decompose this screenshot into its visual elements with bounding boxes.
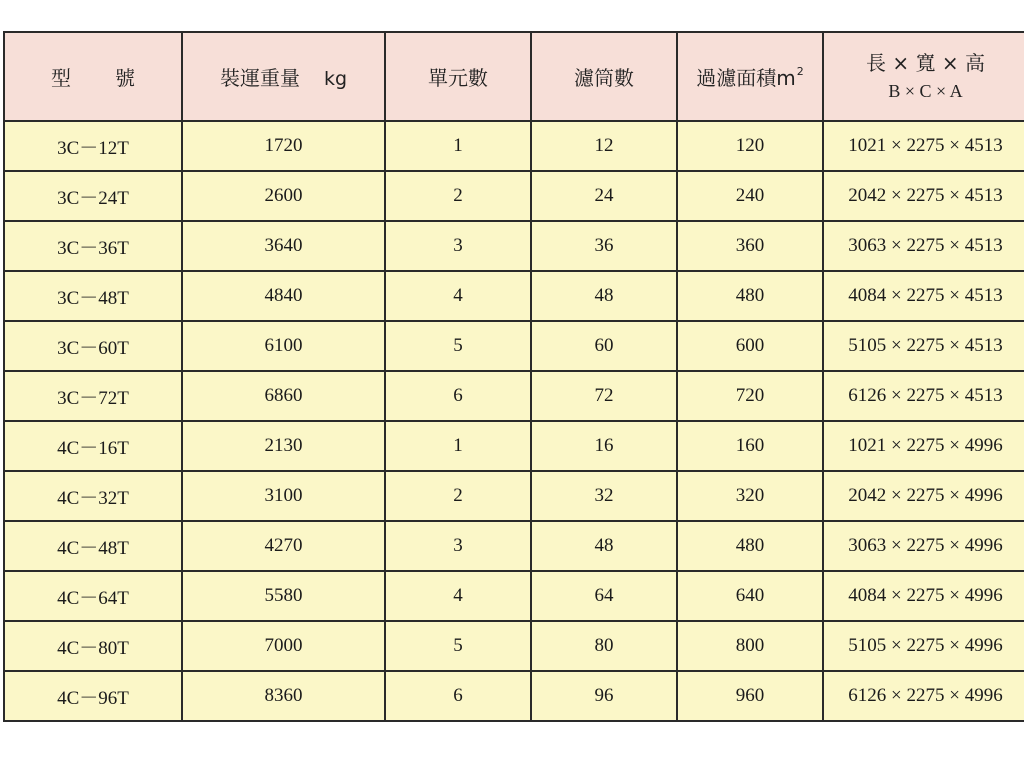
cell-units: 4 [385,571,531,621]
cell-weight: 4270 [182,521,385,571]
cell-area: 480 [677,521,823,571]
cell-area: 800 [677,621,823,671]
cell-area: 320 [677,471,823,521]
cell-filters: 60 [531,321,677,371]
cell-weight: 2600 [182,171,385,221]
cell-dimensions: 1021 × 2275 × 4996 [823,421,1024,471]
table-row [4,271,1024,321]
cell-weight: 6860 [182,371,385,421]
table-row [4,671,1024,721]
cell-filters: 48 [531,271,677,321]
cell-filters: 64 [531,571,677,621]
specification-table [3,31,1024,722]
cell-units: 2 [385,171,531,221]
cell-area: 240 [677,171,823,221]
cell-weight: 4840 [182,271,385,321]
header-filters: 濾筒數 [531,32,677,121]
cell-dimensions: 2042 × 2275 × 4513 [823,171,1024,221]
cell-model: 4C－64T [4,571,182,621]
cell-filters: 36 [531,221,677,271]
cell-model: 3C－72T [4,371,182,421]
cell-filters: 80 [531,621,677,671]
cell-area: 720 [677,371,823,421]
cell-area: 960 [677,671,823,721]
cell-units: 4 [385,271,531,321]
header-dimensions-line1: 長 × 寬 × 高 [866,50,985,75]
table-row [4,171,1024,221]
cell-units: 5 [385,621,531,671]
cell-model: 4C－80T [4,621,182,671]
header-area [677,32,823,121]
header-weight-unit: kg [323,68,348,90]
cell-filters: 48 [531,521,677,571]
cell-weight: 3100 [182,471,385,521]
cell-model: 3C－60T [4,321,182,371]
header-model [4,32,182,121]
cell-dimensions: 3063 × 2275 × 4513 [823,221,1024,271]
cell-area: 600 [677,321,823,371]
cell-units: 2 [385,471,531,521]
cell-weight: 8360 [182,671,385,721]
cell-units: 1 [385,121,531,171]
cell-area: 640 [677,571,823,621]
cell-units: 1 [385,421,531,471]
table-row [4,521,1024,571]
header-units: 單元數 [385,32,531,121]
cell-model: 3C－12T [4,121,182,171]
cell-weight: 6100 [182,321,385,371]
cell-dimensions: 5105 × 2275 × 4996 [823,621,1024,671]
table-row [4,571,1024,621]
table-row [4,421,1024,471]
table-row [4,471,1024,521]
cell-dimensions: 4084 × 2275 × 4513 [823,271,1024,321]
cell-filters: 32 [531,471,677,521]
cell-dimensions: 4084 × 2275 × 4996 [823,571,1024,621]
cell-weight: 1720 [182,121,385,171]
cell-area: 360 [677,221,823,271]
header-area-label: 過濾面積m [696,66,796,90]
cell-filters: 24 [531,171,677,221]
cell-dimensions: 5105 × 2275 × 4513 [823,321,1024,371]
cell-weight: 3640 [182,221,385,271]
cell-model: 3C－24T [4,171,182,221]
header-dimensions-line2: B × C × A [888,80,963,101]
table-body [4,121,1024,721]
cell-units: 6 [385,671,531,721]
cell-filters: 96 [531,671,677,721]
cell-area: 160 [677,421,823,471]
header-weight-label: 裝運重量 [219,66,300,90]
cell-model: 3C－48T [4,271,182,321]
table-row [4,121,1024,171]
cell-weight: 5580 [182,571,385,621]
cell-dimensions: 1021 × 2275 × 4513 [823,121,1024,171]
header-model-char-1: 型 [51,66,71,90]
cell-dimensions: 6126 × 2275 × 4996 [823,671,1024,721]
header-area-superscript: 2 [796,65,804,78]
cell-filters: 16 [531,421,677,471]
header-weight [182,32,385,121]
cell-area: 480 [677,271,823,321]
cell-units: 6 [385,371,531,421]
cell-dimensions: 2042 × 2275 × 4996 [823,471,1024,521]
cell-filters: 72 [531,371,677,421]
cell-model: 4C－16T [4,421,182,471]
header-dimensions [823,32,1024,121]
cell-model: 3C－36T [4,221,182,271]
cell-model: 4C－48T [4,521,182,571]
cell-area: 120 [677,121,823,171]
header-row [4,32,1024,121]
cell-weight: 7000 [182,621,385,671]
header-model-char-2: 號 [115,66,135,90]
cell-model: 4C－32T [4,471,182,521]
cell-weight: 2130 [182,421,385,471]
cell-units: 3 [385,521,531,571]
table-row [4,621,1024,671]
cell-model: 4C－96T [4,671,182,721]
table-row [4,221,1024,271]
cell-dimensions: 6126 × 2275 × 4513 [823,371,1024,421]
cell-units: 3 [385,221,531,271]
cell-filters: 12 [531,121,677,171]
table-row [4,321,1024,371]
cell-dimensions: 3063 × 2275 × 4996 [823,521,1024,571]
cell-units: 5 [385,321,531,371]
table-row [4,371,1024,421]
